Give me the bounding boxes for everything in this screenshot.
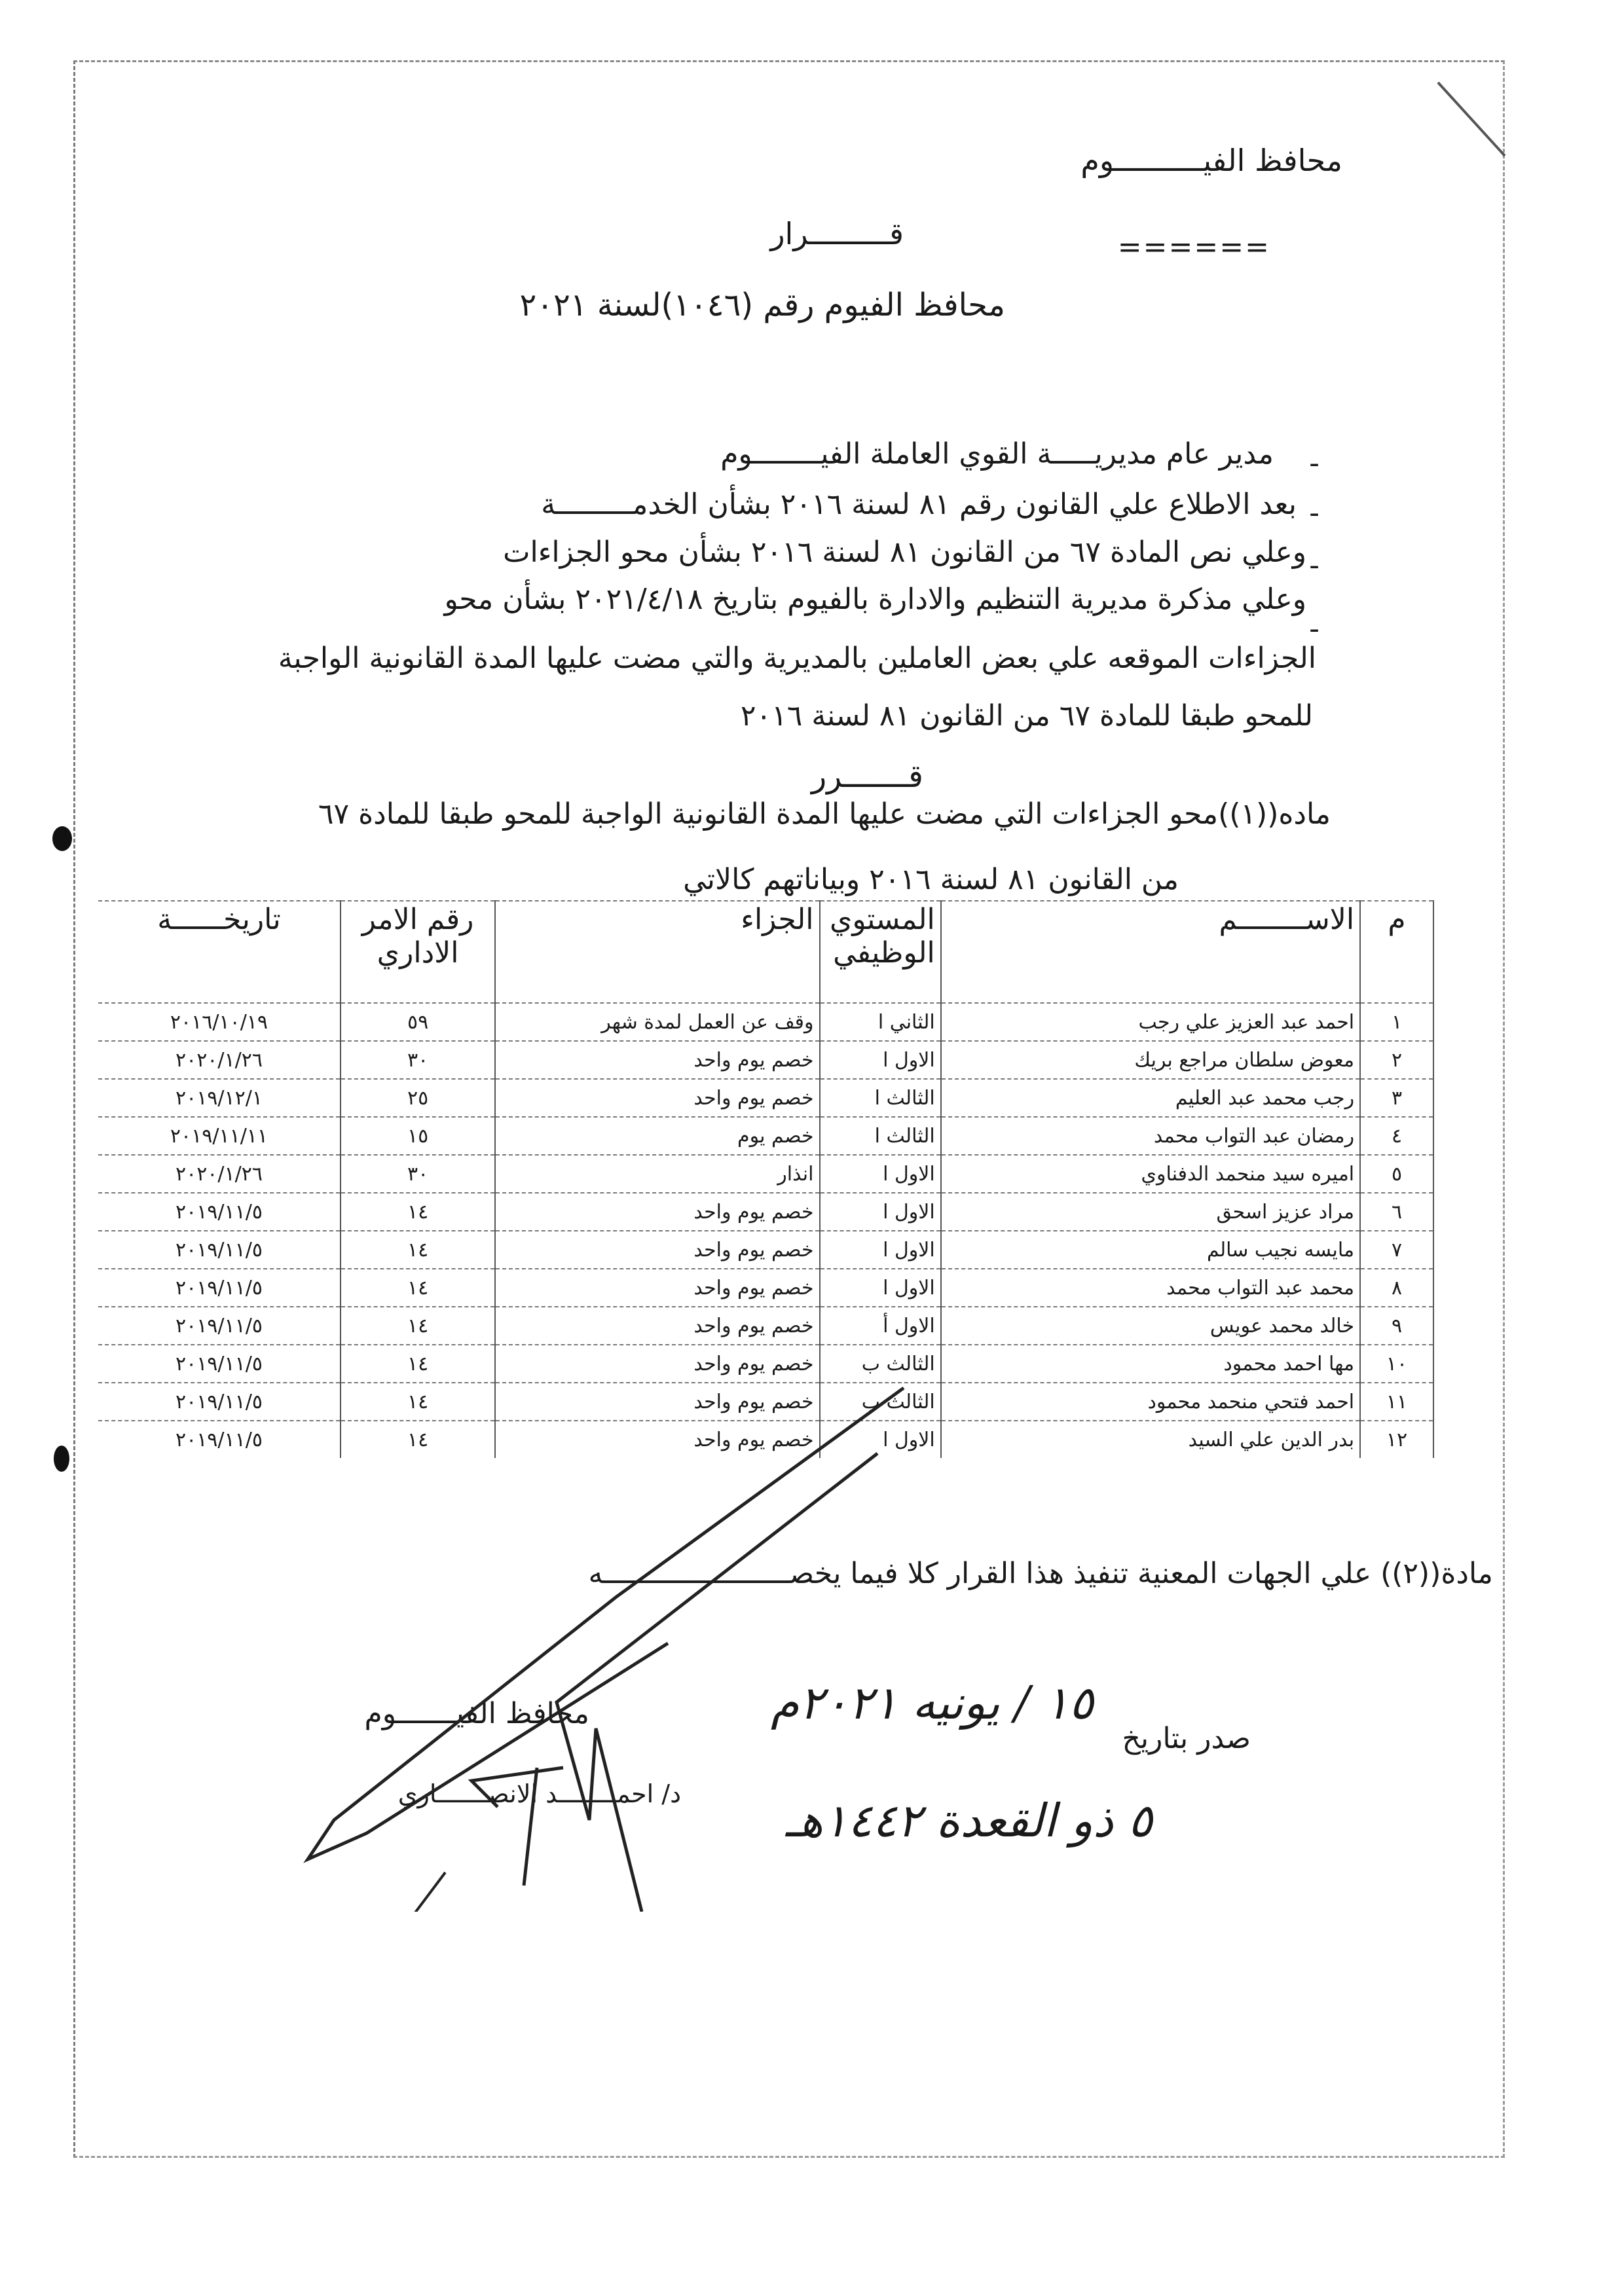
row-penalty: خصم يوم واحد <box>495 1269 819 1307</box>
governor-name: د/ احمــــــــد الانصـــــــاري <box>397 1779 681 1808</box>
row-date: ٢٠١٩/١١/٥ <box>98 1231 341 1269</box>
row-penalty: خصم يوم <box>495 1117 819 1155</box>
row-order: ١٤ <box>341 1231 495 1269</box>
row-name: مايسه نجيب سالم <box>941 1231 1360 1269</box>
row-name: رمضان عبد التواب محمد <box>941 1117 1360 1155</box>
row-level: الثالث ب <box>820 1345 941 1383</box>
header-date: تاريخــــــة <box>98 901 341 1003</box>
preamble-line-6: للمحو طبقا للمادة ٦٧ من القانون ٨١ لسنة ٢٠١٦ <box>740 699 1313 733</box>
row-num: ٧ <box>1360 1231 1433 1269</box>
row-penalty: خصم يوم واحد <box>495 1193 819 1231</box>
row-date: ٢٠١٩/١١/٥ <box>98 1193 341 1231</box>
row-name: معوض سلطان مراجع بريك <box>941 1041 1360 1079</box>
governor-heading: محافظ الفيــــــــــوم <box>1080 143 1342 178</box>
decides-heading: قـــــــرر <box>811 758 923 795</box>
table-row <box>98 1003 1433 1041</box>
preamble-line-2: بعد الاطلاع علي القانون رقم ٨١ لسنة ٢٠١٦ بشأن الخدمـــــــــة <box>541 488 1297 521</box>
row-level: الاول ا <box>820 1193 941 1231</box>
row-name: رجب محمد عبد العليم <box>941 1079 1360 1117</box>
row-level: الاول ا <box>820 1269 941 1307</box>
row-penalty: خصم يوم واحد <box>495 1231 819 1269</box>
row-date: ٢٠١٩/١١/٥ <box>98 1269 341 1307</box>
row-num: ٨ <box>1360 1269 1433 1307</box>
table-row <box>98 1269 1433 1307</box>
row-order: ٢٥ <box>341 1079 495 1117</box>
row-level: الاول ا <box>820 1231 941 1269</box>
row-penalty: خصم يوم واحد <box>495 1307 819 1345</box>
row-date: ٢٠١٩/١١/٥ <box>98 1383 341 1421</box>
preamble-line-3: وعلي نص المادة ٦٧ من القانون ٨١ لسنة ٢٠١٦ بشأن محو الجزاءات <box>503 536 1306 569</box>
row-level: الاول ا <box>820 1041 941 1079</box>
row-level: الثالث ب <box>820 1383 941 1421</box>
row-name: مراد عزيز اسحق <box>941 1193 1360 1231</box>
row-name: بدر الدين علي السيد <box>941 1421 1360 1458</box>
row-penalty: خصم يوم واحد <box>495 1079 819 1117</box>
row-date: ٢٠٢٠/١/٢٦ <box>98 1041 341 1079</box>
issued-label: صدر بتاريخ <box>1122 1722 1251 1755</box>
row-date: ٢٠١٩/١١/٥ <box>98 1421 341 1458</box>
row-level: الثالث ا <box>820 1117 941 1155</box>
bullet-dash: - <box>1309 446 1320 480</box>
row-penalty: خصم يوم واحد <box>495 1421 819 1458</box>
row-order: ١٤ <box>341 1383 495 1421</box>
header-level: المستوي الوظيفي <box>820 901 941 1003</box>
row-order: ١٤ <box>341 1345 495 1383</box>
table-row <box>98 1155 1433 1193</box>
row-level: الثالث ا <box>820 1079 941 1117</box>
table-row <box>98 1193 1433 1231</box>
row-order: ٣٠ <box>341 1041 495 1079</box>
article-1-line-2: من القانون ٨١ لسنة ٢٠١٦ وبياناتهم كالاتي <box>683 863 1179 896</box>
preamble-line-4: وعلي مذكرة مديرية التنظيم والادارة بالفيوم بتاريخ ٢٠٢١/٤/١٨ بشأن محو <box>444 583 1306 616</box>
issued-gregorian: ١٥ / يونيه ٢٠٢١م <box>770 1676 1094 1730</box>
row-order: ٥٩ <box>341 1003 495 1041</box>
row-level: الاول ا <box>820 1155 941 1193</box>
row-name: محمد عبد التواب محمد <box>941 1269 1360 1307</box>
decision-word: قـــــــــرار <box>770 216 904 251</box>
equals-separator: ====== <box>1117 230 1270 264</box>
row-name: احمد عبد العزيز علي رجب <box>941 1003 1360 1041</box>
preamble-line-5: الجزاءات الموقعه علي بعض العاملين بالمديرية والتي مضت عليها المدة القانونية الواجبة <box>278 642 1316 675</box>
row-num: ٣ <box>1360 1079 1433 1117</box>
table-row <box>98 1231 1433 1269</box>
row-date: ٢٠١٩/١١/٥ <box>98 1307 341 1345</box>
row-num: ١١ <box>1360 1383 1433 1421</box>
row-order: ١٤ <box>341 1193 495 1231</box>
table-row <box>98 1079 1433 1117</box>
row-name: مها احمد محمود <box>941 1345 1360 1383</box>
article-2: مادة((٢)) علي الجهات المعنية تنفيذ هذا القرار كلا فيما يخصــــــــــــــــــــــه <box>588 1557 1493 1590</box>
table-row <box>98 1041 1433 1079</box>
governor-title: محافظ الفيـــــــوم <box>364 1697 589 1730</box>
row-name: اميره سيد منحمد الدفناوي <box>941 1155 1360 1193</box>
row-order: ١٤ <box>341 1421 495 1458</box>
row-num: ٦ <box>1360 1193 1433 1231</box>
scan-mark <box>1434 79 1513 164</box>
bullet-dash: - <box>1309 612 1320 646</box>
issued-hijri: ٥ ذو القعدة ١٤٤٢هـ <box>785 1794 1153 1848</box>
decision-number-line: محافظ الفيوم رقم (١٠٤٦)لسنة ٢٠٢١ <box>519 287 1005 323</box>
row-num: ٤ <box>1360 1117 1433 1155</box>
header-num: م <box>1360 901 1433 1003</box>
table-row <box>98 1307 1433 1345</box>
row-date: ٢٠٢٠/١/٢٦ <box>98 1155 341 1193</box>
signature <box>249 1362 910 1912</box>
row-num: ٢ <box>1360 1041 1433 1079</box>
header-order: رقم الامر الاداري <box>341 901 495 1003</box>
row-num: ١٠ <box>1360 1345 1433 1383</box>
row-num: ١٢ <box>1360 1421 1433 1458</box>
row-level: الاول ا <box>820 1421 941 1458</box>
header-name: الاســــــــم <box>941 901 1360 1003</box>
row-penalty: انذار <box>495 1155 819 1193</box>
row-order: ١٤ <box>341 1307 495 1345</box>
bullet-dash: - <box>1309 549 1320 582</box>
punch-hole-top <box>52 826 72 851</box>
preamble-line-1: مدير عام مديريـــــة القوي العاملة الفيــــــــوم <box>720 437 1274 471</box>
row-penalty: وقف عن العمل لمدة شهر <box>495 1003 819 1041</box>
article-1-line-1: ماده((١))محو الجزاءات التي مضت عليها المدة القانونية الواجبة للمحو طبقا للمادة ٦٧ <box>318 797 1331 831</box>
row-date: ٢٠١٩/١٢/١ <box>98 1079 341 1117</box>
row-order: ٣٠ <box>341 1155 495 1193</box>
row-date: ٢٠١٩/١١/٥ <box>98 1345 341 1383</box>
punch-hole-bottom <box>54 1446 69 1472</box>
bullet-dash: - <box>1309 496 1320 530</box>
row-name: احمد فتحي منحمد محمود <box>941 1383 1360 1421</box>
table-header-row <box>98 901 1433 1003</box>
header-penalty: الجزاء <box>495 901 819 1003</box>
row-level: الثاني ا <box>820 1003 941 1041</box>
row-date: ٢٠١٦/١٠/١٩ <box>98 1003 341 1041</box>
row-num: ٥ <box>1360 1155 1433 1193</box>
row-order: ١٥ <box>341 1117 495 1155</box>
row-name: خالد محمد عويس <box>941 1307 1360 1345</box>
row-penalty: خصم يوم واحد <box>495 1345 819 1383</box>
row-order: ١٤ <box>341 1269 495 1307</box>
row-penalty: خصم يوم واحد <box>495 1041 819 1079</box>
row-date: ٢٠١٩/١١/١١ <box>98 1117 341 1155</box>
row-num: ٩ <box>1360 1307 1433 1345</box>
table-row <box>98 1117 1433 1155</box>
row-num: ١ <box>1360 1003 1433 1041</box>
row-penalty: خصم يوم واحد <box>495 1383 819 1421</box>
row-level: الاول أ <box>820 1307 941 1345</box>
